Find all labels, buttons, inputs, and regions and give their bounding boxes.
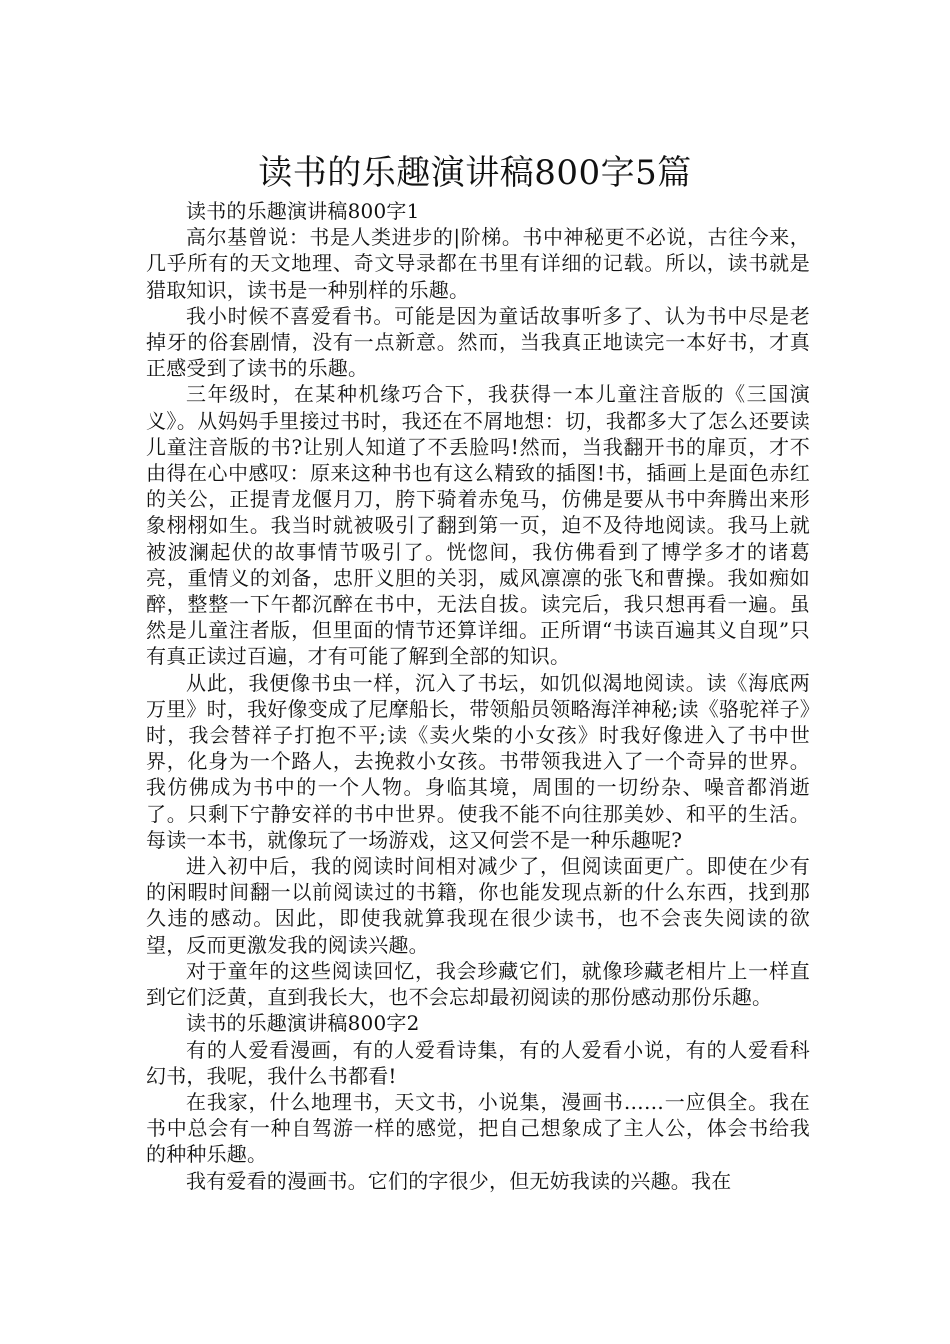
paragraph: 我有爱看的漫画书。它们的字很少，但无妨我读的兴趣。我在 [186, 1168, 732, 1193]
paragraph: 进入初中后，我的阅读时间相对减少了，但阅读面更广。即使在少有的闲暇时间翻一以前阅读过的书籍，你也能发现点新的什么东西，找到那久违的感动。因此，即使我就算我现在很少读书，也不会丧失阅读的欲望，反而更激发我的阅读兴趣。 [146, 854, 810, 957]
paragraph: 我小时候不喜爱看书。可能是因为童话故事听多了、认为书中尽是老掉牙的俗套剧情，没有一点新意。然而，当我真正地读完一本好书，才真正感受到了读书的乐趣。 [146, 303, 810, 381]
paragraph: 高尔基曾说：书是人类进步的|阶梯。书中神秘更不必说，古往今来，几乎所有的天文地理、奇文导录都在书里有详细的记载。所以，读书就是猎取知识，读书是一种别样的乐趣。 [146, 225, 810, 302]
section-heading-2: 读书的乐趣演讲稿800字2 [186, 1011, 420, 1036]
paragraph: 在我家，什么地理书，天文书，小说集，漫画书……一应俱全。我在书中总会有一种自驾游一样的感觉，把自己想象成了主人公，体会书给我的种种乐趣。 [146, 1089, 810, 1167]
paragraph: 三年级时，在某种机缘巧合下，我获得一本儿童注音版的《三国演义》。从妈妈手里接过书时，我还在不屑地想：切，我都多大了怎么还要读儿童注音版的书?让别人知道了不丢脸吗!然而，当我翻开书的扉页，才不由得在心中感叹：原来这种书也有这么精致的插图!书，插画上是面色赤红的关公，正提青龙偃月刀，胯下骑着赤兔马，仿佛是要从书中奔腾出来形象栩栩如生。我当时就被吸引了翻到第一页，迫不及待地阅读。我马上就被波澜起伏的故事情节吸引了。恍惚间，我仿佛看到了博学多才的诸葛亮，重情义的刘备，忠肝义胆的关羽，威风凛凛的张飞和曹操。我如痴如醉，整整一下午都沉醉在书中，无法自拔。读完后，我只想再看一遍。虽然是儿童注者版，但里面的情节还算详细。正所谓“书读百遍其义自现”只有真正读过百遍，才有可能了解到全部的知识。 [146, 382, 810, 669]
document-title: 读书的乐趣演讲稿800字5篇 [258, 152, 692, 193]
section-heading-1: 读书的乐趣演讲稿800字1 [186, 199, 420, 223]
document-body [146, 198, 810, 1194]
paragraph: 从此，我便像书虫一样，沉入了书坛，如饥似渴地阅读。读《海底两万里》时，我好像变成了尼摩船长，带领船员领略海洋神秘;读《骆驼祥子》时，我会替祥子打抱不平;读《卖火柴的小女孩》时我好像进入了书中世界，化身为一个路人，去挽救小女孩。书带领我进入了一个奇异的世界。我仿佛成为书中的一个人物。身临其境，周围的一切纷杂、噪音都消逝了。只剩下宁静安祥的书中世界。使我不能不向往那美妙、和平的生活。每读一本书，就像玩了一场游戏，这又何尝不是一种乐趣呢? [146, 670, 810, 852]
paragraph: 有的人爱看漫画，有的人爱看诗集，有的人爱看小说，有的人爱看科幻书，我呢，我什么书都看! [146, 1037, 810, 1088]
paragraph: 对于童年的这些阅读回忆，我会珍藏它们，就像珍藏老相片上一样直到它们泛黄，直到我长大，也不会忘却最初阅读的那份感动那份乐趣。 [146, 958, 810, 1010]
